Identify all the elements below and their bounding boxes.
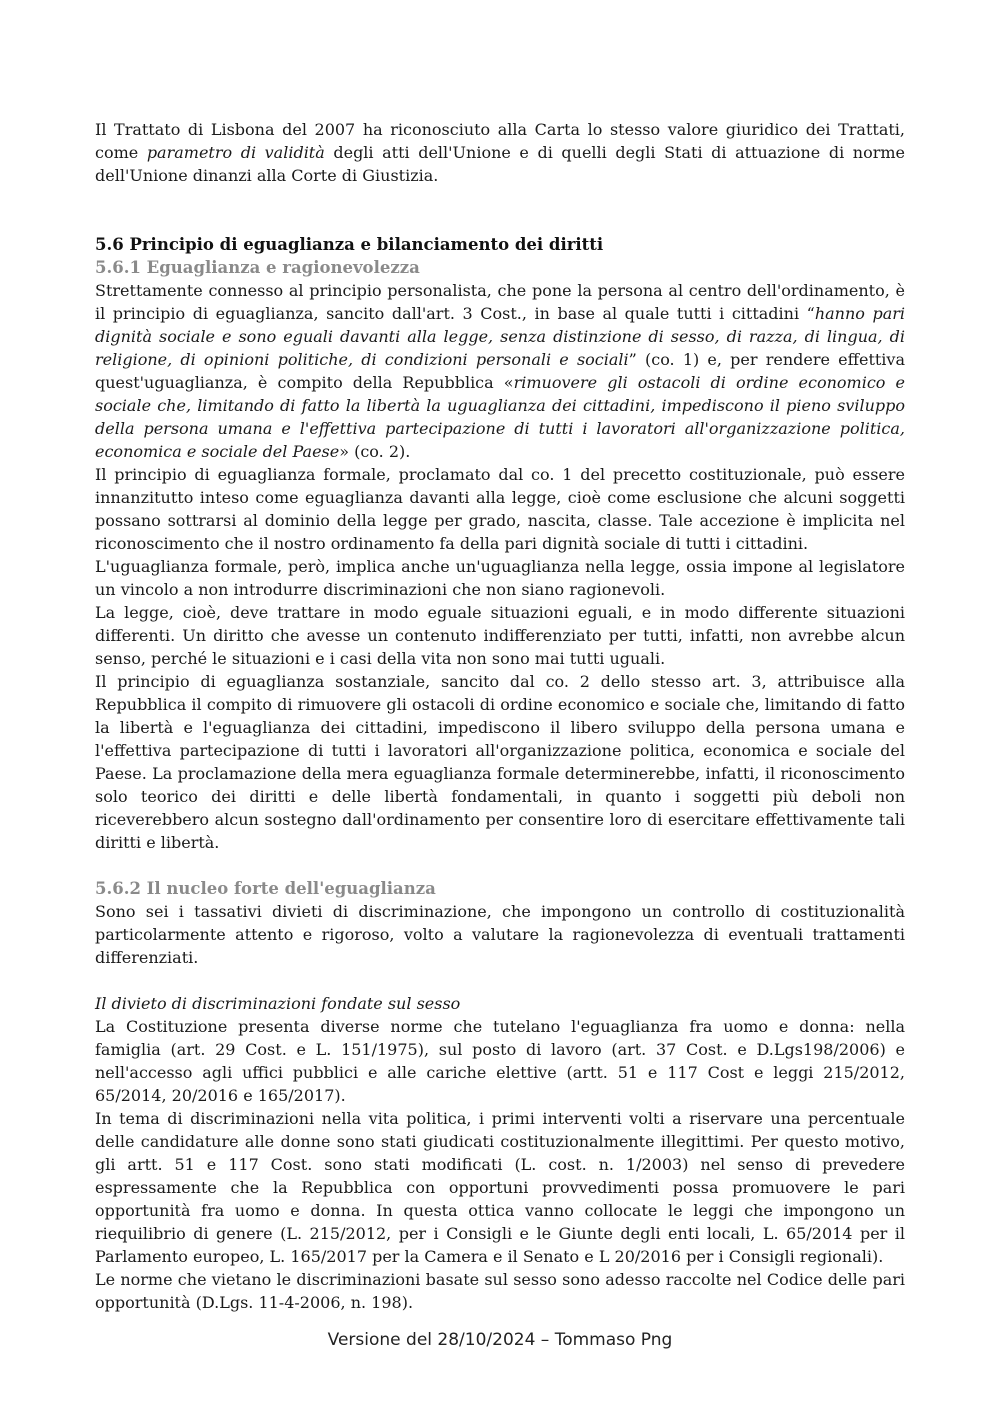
- paragraph: La legge, cioè, deve trattare in modo eguale situazioni eguali, e in modo differente situazioni differenti. Un diritto che avesse un contenuto indifferenziato per tutti, infatti, non avrebbe alcun senso, perché le situazioni e i casi della vita non sono mai tutti uguali.: [95, 603, 905, 668]
- paragraph: Il principio di eguaglianza formale, proclamato dal co. 1 del precetto costituzionale, può essere innanzitutto inteso come eguaglianza davanti alla legge, cioè come esclusione che alcuni soggetti possano sottrarsi al dominio della legge per grado, nascita, classe. Tale accezione è implicita nel riconoscimento che il nostro ordinamento fa della pari dignità sociale di tutti i cittadini.: [95, 465, 905, 553]
- paragraph: In tema di discriminazioni nella vita politica, i primi interventi volti a riservare una percentuale delle candidature alle donne sono stati giudicati costituzionalmente illegittimi. Per questo motivo, gli artt. 51 e 117 Cost. sono stati modificati (L. cost. n. 1/2003) nel senso di prevedere espressamente che la Repubblica con opportuni provvedimenti possa promuovere le pari opportunità fra uomo e donna. In questa ottica vanno collocate le leggi che impongono un riequilibrio di genere (L. 215/2012, per i Consigli e le Giunte degli enti locali, L. 65/2014 per il Parlamento europeo, L. 165/2017 per la Camera e il Senato e L 20/2016 per i Consigli regionali).: [95, 1109, 905, 1266]
- paragraph: L'uguaglianza formale, però, implica anche un'uguaglianza nella legge, ossia impone al legislatore un vincolo a non introdurre discriminazioni che non siano ragionevoli.: [95, 557, 905, 599]
- subsection-title-nucleo-forte: 5.6.2 Il nucleo forte dell'eguaglianza: [95, 879, 436, 898]
- section-title: 5.6 Principio di eguaglianza e bilanciamento dei diritti: [95, 235, 604, 254]
- paragraph: Le norme che vietano le discriminazioni basate sul sesso sono adesso raccolte nel Codice delle pari opportunità (D.Lgs. 11-4-2006, n. 198).: [95, 1270, 905, 1312]
- paragraph: La Costituzione presenta diverse norme che tutelano l'eguaglianza fra uomo e donna: nella famiglia (art. 29 Cost. e L. 151/1975), sul posto di lavoro (art. 37 Cost. e D.Lgs198/2006) e nell'accesso agli uffici pubblici e alle cariche elettive (artt. 51 e 117 Cost e leggi 215/2012, 65/2014, 20/2016 e 165/2017).: [95, 1017, 905, 1105]
- intro-paragraph: Il Trattato di Lisbona del 2007 ha riconosciuto alla Carta lo stesso valore giuridico dei Trattati, come parametro di validità degli atti dell'Unione e di quelli degli Stati di attuazione di norme dell'Unione dinanzi alla Corte di Giustizia.: [95, 120, 905, 185]
- subheading-divieto-discriminazioni-sesso: Il divieto di discriminazioni fondate sul sesso: [95, 994, 461, 1013]
- page-footer: Versione del 28/10/2024 – Tommaso Png: [327, 1330, 673, 1350]
- subsection-title-eguaglianza-ragionevolezza: 5.6.1 Eguaglianza e ragionevolezza: [95, 258, 420, 277]
- paragraph: Strettamente connesso al principio personalista, che pone la persona al centro dell'ordinamento, è il principio di eguaglianza, sancito dall'art. 3 Cost., in base al quale tutti i cittadini “hanno pari dignità sociale e sono eguali davanti alla legge, senza distinzione di sesso, di razza, di lingua, di religione, di opinioni politiche, di condizioni personali e sociali” (co. 1) e, per rendere effettiva quest'uguaglianza, è compito della Repubblica «rimuovere gli ostacoli di ordine economico e sociale che, limitando di fatto la libertà la uguaglianza dei cittadini, impediscono il pieno sviluppo della persona umana e l'effettiva partecipazione di tutti i lavoratori all'organizzazione politica, economica e sociale del Paese» (co. 2).: [95, 281, 906, 461]
- paragraph: Sono sei i tassativi divieti di discriminazione, che impongono un controllo di costituzionalità particolarmente attento e rigoroso, volto a valutare la ragionevolezza di eventuali trattamenti differenziati.: [95, 902, 905, 967]
- paragraph: Il principio di eguaglianza sostanziale, sancito dal co. 2 dello stesso art. 3, attribuisce alla Repubblica il compito di rimuovere gli ostacoli di ordine economico e sociale che, limitando di fatto la libertà e l'eguaglianza dei cittadini, impediscono il libero sviluppo della persona umana e l'effettiva partecipazione di tutti i lavoratori all'organizzazione politica, economica e sociale del Paese. La proclamazione della mera eguaglianza formale determinerebbe, infatti, il riconoscimento solo teorico dei diritti e delle libertà fondamentali, in quanto i soggetti più deboli non riceverebbero alcun sostegno dall'ordinamento per consentire loro di esercitare effettivamente tali diritti e libertà.: [95, 672, 905, 852]
- document-page: [95, 118, 905, 1314]
